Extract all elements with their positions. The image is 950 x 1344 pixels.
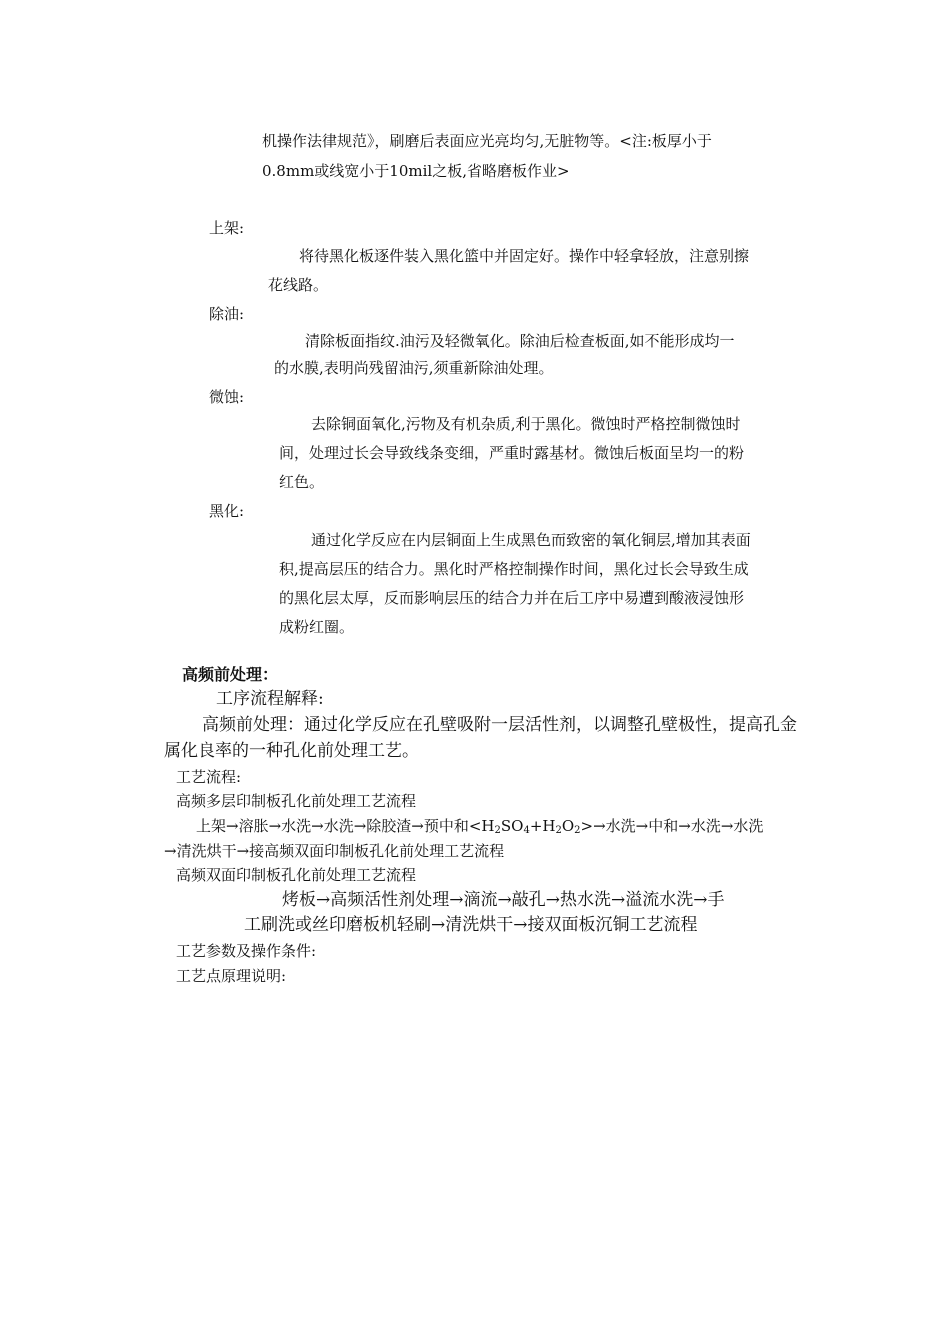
blacken-line-3: 的黑化层太厚，反而影响层压的结合力并在后工序中易遭到酸液浸蚀形 [279,589,745,607]
intro-line-2: 0.8mm或线宽小于10mil之板,省略磨板作业> [262,162,570,180]
params-heading: 工艺参数及操作条件: [176,942,317,960]
multilayer-flow-line-1: 上架→溶胀→水洗→水洗→除胶渣→预中和$<H_2SO_4+H_2O_2>\to$水洗→中和→水洗→水洗 [196,817,764,836]
principle-heading: 工艺点原理说明: [176,967,287,985]
multilayer-flow-title: 高频多层印制板孔化前处理工艺流程 [176,792,417,810]
blacken-heading: 黑化: [209,502,245,520]
intro-line-1: 机操作法律规范》，刷磨后表面应光亮均匀,无脏物等。<注:板厚小于 [262,132,712,150]
microetch-heading: 微蚀: [209,388,245,406]
double-flow-line-1: 烤板→高频活性剂处理→滴流→敲孔→热水洗→溢流水洗→手 [282,890,725,910]
degrease-heading: 除油: [209,305,245,323]
rack-line-2: 花线路。 [268,276,329,294]
blacken-line-2: 积,提高层压的结合力。黑化时严格控制操作时间，黑化过长会导致生成 [279,560,749,578]
degrease-line-1: 清除板面指纹.油污及轻微氧化。除油后检查板面,如不能形成均一 [305,332,735,350]
multilayer-flow-line-2: →清洗烘干→接高频双面印制板孔化前处理工艺流程 [164,842,505,860]
explain-line-2: 属化良率的一种孔化前处理工艺。 [164,741,419,761]
blacken-line-1: 通过化学反应在内层铜面上生成黑色而致密的氧化铜层,增加其表面 [311,531,751,549]
explain-heading: 工序流程解释: [216,689,324,709]
double-flow-title: 高频双面印制板孔化前处理工艺流程 [176,866,417,884]
explain-line-1: 高频前处理：通过化学反应在孔壁吸附一层活性剂，以调整孔壁极性，提高孔金 [202,715,797,735]
degrease-line-2: 的水膜,表明尚残留油污,须重新除油处理。 [274,359,554,377]
microetch-line-2: 间，处理过长会导致线条变细，严重时露基材。微蚀后板面呈均一的粉 [279,444,745,462]
section-title: 高频前处理： [182,665,279,684]
blacken-line-4: 成粉红圈。 [279,618,355,636]
rack-line-1: 将待黑化板逐件装入黑化篮中并固定好。操作中轻拿轻放，注意别擦 [299,247,750,265]
microetch-line-1: 去除铜面氧化,污物及有机杂质,利于黑化。微蚀时严格控制微蚀时 [311,415,741,433]
rack-heading: 上架: [209,219,245,237]
microetch-line-3: 红色。 [279,473,325,491]
flow-heading: 工艺流程: [176,768,242,786]
double-flow-line-2: 工刷洗或丝印磨板机轻刷→清洗烘干→接双面板沉铜工艺流程 [244,915,698,935]
